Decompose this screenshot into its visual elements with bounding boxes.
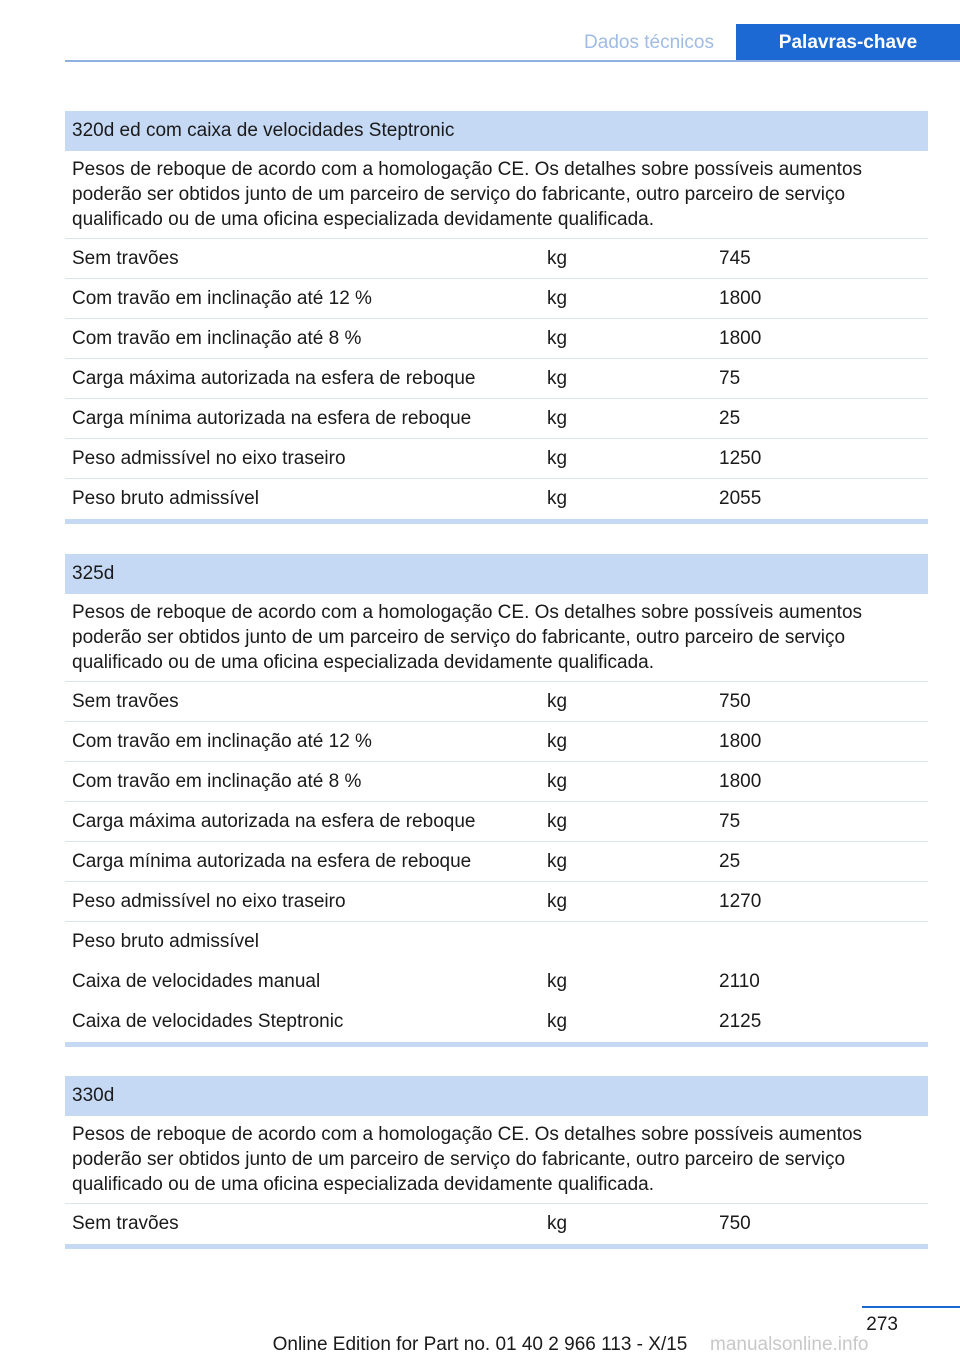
table-end-rule bbox=[65, 1042, 928, 1047]
row-label: Sem travões bbox=[72, 1213, 179, 1234]
row-value: 745 bbox=[719, 248, 751, 269]
row-unit: kg bbox=[547, 248, 568, 269]
table-description: Pesos de reboque de acordo com a homologação CE. Os detalhes sobre possíveis aumentos poderão ser obtidos junto de um parceiro de serviço do fabricante, outro parceiro de serviço qualificado ou de uma oficina especializada devidamente qualificada. bbox=[65, 1116, 928, 1204]
keywords-tab[interactable]: Palavras-chave bbox=[736, 24, 960, 62]
footer-text: Online Edition for Part no. 01 40 2 966 113 - X/15 bbox=[272, 1334, 688, 1355]
spec-table-330d bbox=[65, 1076, 928, 1249]
table-end-rule bbox=[65, 1244, 928, 1249]
table-row bbox=[65, 479, 928, 519]
row-unit: kg bbox=[547, 731, 568, 752]
row-label: Com travão em inclinação até 12 % bbox=[72, 731, 372, 752]
row-label: Peso admissível no eixo traseiro bbox=[72, 448, 346, 469]
row-unit: kg bbox=[547, 408, 568, 429]
table-row bbox=[65, 882, 928, 922]
row-value: 1270 bbox=[719, 891, 762, 912]
row-label: Peso bruto admissível bbox=[72, 488, 259, 509]
row-unit: kg bbox=[547, 368, 568, 389]
row-unit: kg bbox=[547, 1011, 568, 1032]
row-label: Carga máxima autorizada na esfera de reboque bbox=[72, 368, 476, 389]
table-end-rule bbox=[65, 519, 928, 524]
row-unit: kg bbox=[547, 328, 568, 349]
row-label: Sem travões bbox=[72, 248, 179, 269]
row-unit: kg bbox=[547, 971, 568, 992]
row-label: Caixa de velocidades manual bbox=[72, 971, 321, 992]
page-number-rule bbox=[862, 1306, 960, 1308]
spec-table-320d-ed bbox=[65, 111, 928, 524]
row-label: Peso bruto admissível bbox=[72, 931, 259, 952]
table-title: 330d bbox=[65, 1076, 928, 1116]
row-value: 750 bbox=[719, 1213, 751, 1234]
row-unit: kg bbox=[547, 288, 568, 309]
row-value: 1800 bbox=[719, 288, 762, 309]
page-number: 273 bbox=[866, 1314, 898, 1335]
table-title: 320d ed com caixa de velocidades Steptronic bbox=[65, 111, 928, 151]
watermark: manualsonline.info bbox=[710, 1334, 869, 1355]
table-title: 325d bbox=[65, 554, 928, 594]
row-value: 75 bbox=[719, 811, 741, 832]
table-row bbox=[65, 802, 928, 842]
row-unit: kg bbox=[547, 851, 568, 872]
row-label: Carga mínima autorizada na esfera de reboque bbox=[72, 851, 472, 872]
table-row bbox=[65, 1204, 928, 1244]
row-unit: kg bbox=[547, 891, 568, 912]
row-value: 25 bbox=[719, 851, 741, 872]
table-row bbox=[65, 962, 928, 1002]
row-value: 1800 bbox=[719, 771, 762, 792]
row-label: Sem travões bbox=[72, 691, 179, 712]
page-header bbox=[0, 0, 960, 62]
row-unit: kg bbox=[547, 811, 568, 832]
table-row bbox=[65, 359, 928, 399]
table-row bbox=[65, 279, 928, 319]
row-label: Com travão em inclinação até 8 % bbox=[72, 771, 362, 792]
table-row bbox=[65, 922, 928, 962]
row-value: 1250 bbox=[719, 448, 762, 469]
row-value: 1800 bbox=[719, 328, 762, 349]
section-tab[interactable]: Dados técnicos bbox=[584, 32, 714, 53]
row-label: Carga máxima autorizada na esfera de reboque bbox=[72, 811, 476, 832]
table-row bbox=[65, 1002, 928, 1042]
row-value: 25 bbox=[719, 408, 741, 429]
row-value: 75 bbox=[719, 368, 741, 389]
table-row bbox=[65, 762, 928, 802]
row-unit: kg bbox=[547, 771, 568, 792]
row-unit: kg bbox=[547, 691, 568, 712]
header-rule bbox=[65, 60, 960, 62]
row-unit: kg bbox=[547, 448, 568, 469]
row-label: Carga mínima autorizada na esfera de reboque bbox=[72, 408, 472, 429]
row-label: Com travão em inclinação até 8 % bbox=[72, 328, 362, 349]
row-value: 750 bbox=[719, 691, 751, 712]
row-unit: kg bbox=[547, 488, 568, 509]
table-row bbox=[65, 439, 928, 479]
table-row bbox=[65, 842, 928, 882]
row-unit bbox=[547, 922, 719, 961]
row-value: 2110 bbox=[719, 971, 760, 992]
row-unit: kg bbox=[547, 1213, 568, 1234]
table-row bbox=[65, 319, 928, 359]
table-row bbox=[65, 722, 928, 762]
row-label: Com travão em inclinação até 12 % bbox=[72, 288, 372, 309]
row-value: 2125 bbox=[719, 1011, 762, 1032]
row-value bbox=[719, 922, 928, 961]
table-row bbox=[65, 399, 928, 439]
table-row bbox=[65, 682, 928, 722]
table-description: Pesos de reboque de acordo com a homologação CE. Os detalhes sobre possíveis aumentos poderão ser obtidos junto de um parceiro de serviço do fabricante, outro parceiro de serviço qualificado ou de uma oficina especializada devidamente qualificada. bbox=[65, 594, 928, 682]
table-row bbox=[65, 239, 928, 279]
row-label: Caixa de velocidades Steptronic bbox=[72, 1011, 344, 1032]
table-description: Pesos de reboque de acordo com a homologação CE. Os detalhes sobre possíveis aumentos poderão ser obtidos junto de um parceiro de serviço do fabricante, outro parceiro de serviço qualificado ou de uma oficina especializada devidamente qualificada. bbox=[65, 151, 928, 239]
row-label: Peso admissível no eixo traseiro bbox=[72, 891, 346, 912]
row-value: 2055 bbox=[719, 488, 762, 509]
spec-table-325d bbox=[65, 554, 928, 1047]
row-value: 1800 bbox=[719, 731, 762, 752]
